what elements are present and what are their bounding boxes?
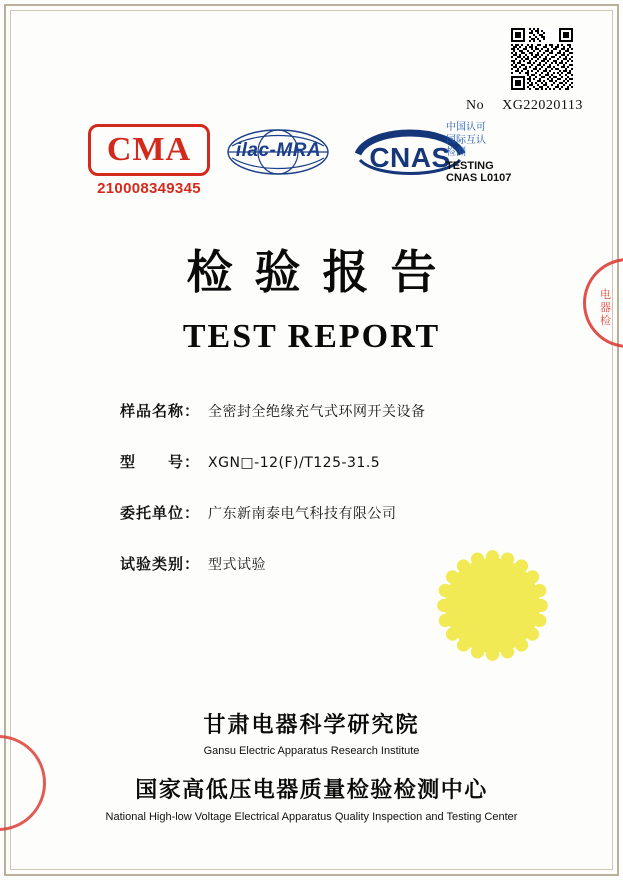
field-row	[120, 502, 540, 523]
page-title-cn: 检验报告	[186, 245, 459, 299]
report-number	[466, 98, 583, 114]
field-value-sample-name: 全密封全绝缘充气式环网开关设备	[208, 404, 426, 420]
report-number-label: No	[466, 98, 485, 113]
field-row	[120, 400, 540, 421]
field-label-model: 型 号：	[120, 453, 201, 471]
cnas-line-1: 国际互认	[446, 134, 486, 146]
organization-name-cn: 甘肃电器科学研究院	[203, 712, 420, 738]
field-label-client: 委托单位：	[120, 504, 201, 522]
ilac-mark-text: ilac-MRA	[235, 140, 322, 161]
qr-code-icon	[511, 28, 573, 90]
yellow-scalloped-seal-icon	[430, 543, 555, 668]
testing-center-name-en: National High-low Voltage Electrical Apparatus Quality Inspection and Testing Center	[105, 811, 518, 823]
field-value-model: XGN□-12(F)/T125-31.5	[208, 455, 381, 471]
field-row	[120, 451, 540, 472]
issuing-organization	[0, 708, 623, 823]
cnas-mark-text: CNAS	[369, 142, 451, 173]
red-stamp-right-text: 电器检	[600, 288, 611, 327]
cnas-accreditation-text	[446, 122, 556, 185]
testing-center-name-cn: 国家高低压电器质量检验检测中心	[135, 777, 488, 803]
cnas-line-0: 中国认可	[446, 122, 486, 133]
organization-name-en: Gansu Electric Apparatus Research Institute	[203, 745, 420, 757]
field-label-test-type: 试验类别：	[120, 555, 201, 573]
cma-mark-text: CMA	[106, 131, 192, 168]
cma-number: 210008349345	[97, 180, 201, 197]
field-label-sample-name: 样品名称：	[120, 402, 201, 420]
ilac-mra-logo-icon	[226, 126, 331, 178]
page-title-en: TEST REPORT	[182, 318, 441, 355]
cnas-line-4: CNAS L0107	[446, 172, 512, 184]
cma-logo-icon	[88, 124, 210, 176]
field-value-client: 广东新南泰电气科技有限公司	[208, 506, 397, 522]
cnas-line-3: TESTING	[446, 159, 494, 172]
report-number-value: XG22020113	[502, 98, 583, 113]
cnas-line-2: 检测	[446, 147, 466, 158]
field-value-test-type: 型式试验	[208, 557, 267, 573]
accreditation-logos	[78, 118, 548, 208]
